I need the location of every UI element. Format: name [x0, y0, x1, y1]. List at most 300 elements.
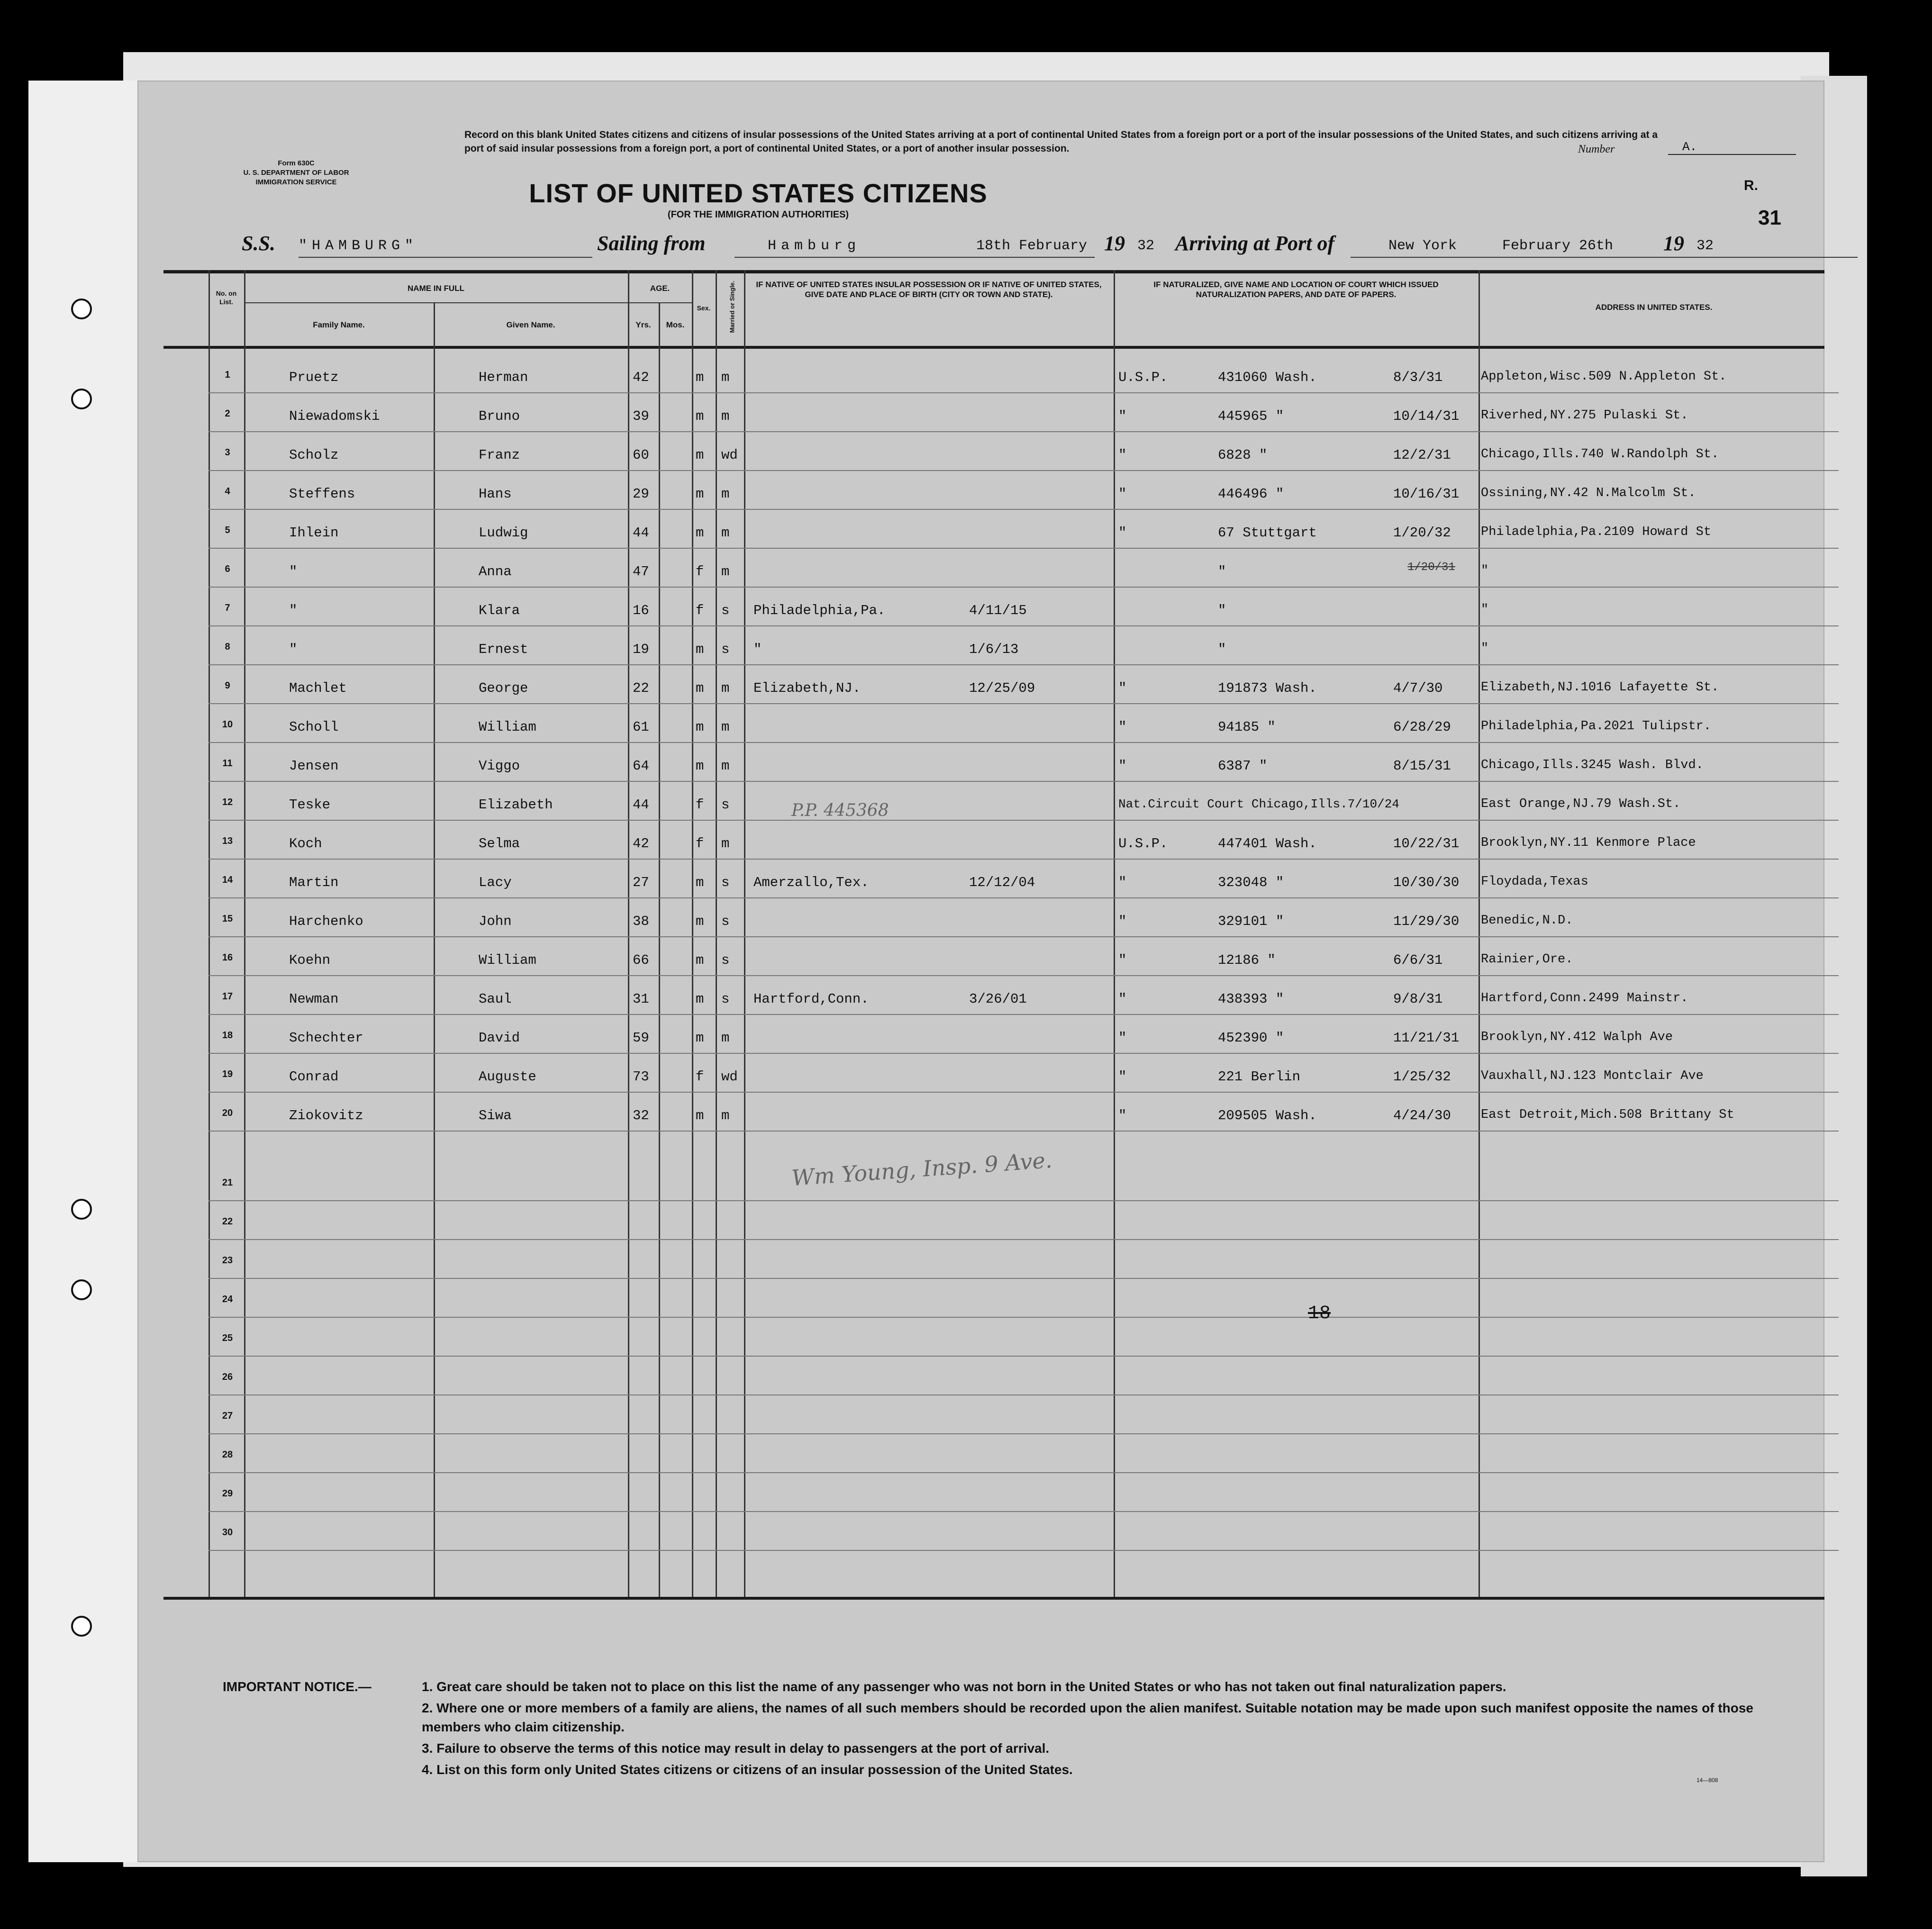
row-nat-date: 8/15/31	[1393, 758, 1451, 774]
row-given: Ernest	[479, 642, 528, 657]
punch-hole	[71, 1199, 92, 1220]
row-given: William	[479, 952, 536, 968]
row-marital: s	[721, 603, 730, 618]
header-bottom-rule	[163, 346, 1824, 349]
row-no: 15	[222, 914, 233, 924]
row-nat-date: 12/2/31	[1393, 447, 1451, 463]
row-rule	[209, 664, 1839, 665]
row-birth-date: 12/12/04	[969, 875, 1035, 890]
row-nat-no: 438393 "	[1218, 991, 1284, 1007]
back-sheet-left	[28, 81, 152, 1862]
row-rule	[209, 781, 1839, 782]
row-rule	[209, 1472, 1839, 1473]
page-title: LIST OF UNITED STATES CITIZENS	[529, 178, 988, 208]
row-given: Elizabeth	[479, 797, 553, 813]
row-nat-date: 1/25/32	[1393, 1069, 1451, 1085]
row-marital: s	[721, 914, 730, 929]
row-age: 22	[633, 680, 649, 696]
row-nat-no: "	[1218, 642, 1226, 657]
row-given: Selma	[479, 836, 520, 851]
row-nat-no: 446496 "	[1218, 486, 1284, 502]
row-rule	[209, 1433, 1839, 1434]
row-sex: m	[696, 680, 704, 696]
row-nat-no: 431060 Wash.	[1218, 370, 1317, 385]
hdr-married-single: Married or Single.	[728, 281, 736, 333]
row-marital: wd	[721, 1069, 738, 1085]
row-age: 19	[633, 642, 649, 657]
col-line	[1478, 270, 1480, 1597]
row-address: Ossining,NY.42 N.Malcolm St.	[1481, 486, 1696, 500]
row-nat-date: 9/8/31	[1393, 991, 1443, 1007]
row-no: 1	[225, 370, 230, 380]
row-address: Floydada,Texas	[1481, 875, 1588, 889]
row-family: Koehn	[289, 952, 331, 968]
row-family: Teske	[289, 797, 331, 813]
row-age: 44	[633, 797, 649, 813]
row-marital: m	[721, 1030, 730, 1046]
row-given: William	[479, 719, 536, 735]
service: IMMIGRATION SERVICE	[255, 178, 337, 186]
number-value: A.	[1668, 140, 1796, 155]
row-family: Martin	[289, 875, 339, 890]
row-sex: f	[696, 1069, 704, 1085]
hdr-given-name: Given Name.	[506, 320, 555, 329]
hdr-sex: Sex.	[697, 304, 711, 312]
ship-name: "HAMBURG"	[299, 238, 418, 254]
row-family: Machlet	[289, 680, 347, 696]
row-nat-no: 12186 "	[1218, 952, 1276, 968]
row-no: 26	[222, 1372, 233, 1382]
row-sex: m	[696, 952, 704, 968]
row-age: 31	[633, 991, 649, 1007]
row-age: 29	[633, 486, 649, 502]
row-marital: wd	[721, 447, 738, 463]
row-family: Niewadomski	[289, 408, 380, 424]
row-family: Newman	[289, 991, 339, 1007]
row-sex: m	[696, 370, 704, 385]
row-rule	[209, 1550, 1839, 1551]
row-given: Franz	[479, 447, 520, 463]
row-address: Rainier,Ore.	[1481, 952, 1573, 967]
row-nat-court: "	[1118, 719, 1127, 735]
row-age: 66	[633, 952, 649, 968]
row-no: 4	[225, 486, 230, 497]
row-nat-court: Nat.Circuit Court Chicago,Ills.7/10/24	[1118, 797, 1399, 811]
row-no: 6	[225, 564, 230, 574]
row-family: Ziokovitz	[289, 1108, 363, 1123]
row-rule	[209, 1053, 1839, 1054]
row-nat-date: 10/14/31	[1393, 408, 1460, 424]
row-nat-court: "	[1118, 758, 1127, 774]
row-marital: m	[721, 370, 730, 385]
row-marital: s	[721, 642, 730, 657]
row-address: Riverhed,NY.275 Pulaski St.	[1481, 408, 1688, 423]
row-given: Lacy	[479, 875, 512, 890]
row-rule	[209, 431, 1839, 432]
port-to: New York	[1388, 238, 1457, 254]
row-nat-date: 10/16/31	[1393, 486, 1460, 502]
notice-item-4: 4. List on this form only United States citizens or citizens of an insular possession of the United States.	[422, 1762, 1073, 1777]
row-address: Brooklyn,NY.412 Walph Ave	[1481, 1030, 1673, 1044]
row-age: 27	[633, 875, 649, 890]
row-rule	[209, 1317, 1839, 1318]
row-rule	[209, 859, 1839, 860]
year-prefix-to: 19	[1663, 232, 1684, 255]
row-family: Pruetz	[289, 370, 339, 385]
row-address: Chicago,Ills.740 W.Randolph St.	[1481, 447, 1719, 462]
row-nat-date: 6/28/29	[1393, 719, 1451, 735]
row-sex: m	[696, 758, 704, 774]
row-birth-date: 3/26/01	[969, 991, 1027, 1007]
row-no: 13	[222, 836, 233, 846]
footer-code: 14—808	[1696, 1777, 1718, 1784]
row-rule	[209, 1239, 1839, 1240]
col-line	[659, 303, 660, 1597]
row-given: Ludwig	[479, 525, 528, 541]
row-rule	[209, 470, 1839, 471]
row-family: "	[289, 603, 298, 618]
row-nat-date: 1/20/32	[1393, 525, 1451, 541]
row-rule	[209, 897, 1839, 898]
row-no: 23	[222, 1255, 233, 1266]
hdr-age: AGE.	[650, 284, 670, 293]
date-to: February 26th	[1502, 238, 1614, 254]
row-rule	[209, 1511, 1839, 1512]
port-from: Hamburg	[768, 238, 861, 254]
row-marital: m	[721, 719, 730, 735]
row-address: "	[1481, 642, 1489, 656]
arriving-label: Arriving at Port of	[1175, 232, 1335, 255]
hdr-yrs: Yrs.	[635, 320, 651, 329]
row-age: 60	[633, 447, 649, 463]
row-rule	[209, 1356, 1839, 1357]
row-age: 61	[633, 719, 649, 735]
hdr-mos: Mos.	[666, 320, 685, 329]
department: U. S. DEPARTMENT OF LABOR	[243, 169, 349, 177]
row-birth-place: Hartford,Conn.	[753, 991, 869, 1007]
notice-item-3: 3. Failure to observe the terms of this notice may result in delay to passengers at the port of arrival.	[422, 1741, 1050, 1756]
row-nat-no: 67 Stuttgart	[1218, 525, 1317, 541]
row-family: Ihlein	[289, 525, 339, 541]
row-no: 21	[222, 1177, 233, 1188]
row-rule	[209, 587, 1839, 588]
struck-date: 1/20/31	[1407, 561, 1455, 574]
row-given: George	[479, 680, 528, 696]
row-rule	[209, 392, 1839, 393]
row-family: "	[289, 642, 298, 657]
row-nat-court: "	[1118, 1030, 1127, 1046]
row-rule	[209, 742, 1839, 743]
year-from: 32	[1137, 238, 1155, 254]
row-address: Chicago,Ills.3245 Wash. Blvd.	[1481, 758, 1704, 772]
row-nat-no: 94185 "	[1218, 719, 1276, 735]
row-nat-court: "	[1118, 447, 1127, 463]
page-subtitle: (FOR THE IMMIGRATION AUTHORITIES)	[667, 209, 849, 220]
row-marital: s	[721, 991, 730, 1007]
row-rule	[209, 1278, 1839, 1279]
row-age: 44	[633, 525, 649, 541]
row-no: 24	[222, 1294, 233, 1304]
hdr-no-on-list: No. on List.	[216, 290, 237, 306]
row-marital: m	[721, 1108, 730, 1123]
notice-item-1: 1. Great care should be taken not to place on this list the name of any passenger who was not born in the United States or who has not taken out final naturalization papers.	[422, 1679, 1506, 1694]
row-nat-no: 209505 Wash.	[1218, 1108, 1317, 1123]
row-family: Harchenko	[289, 914, 363, 929]
row-nat-no: "	[1218, 564, 1226, 580]
row-age: 39	[633, 408, 649, 424]
row-age: 38	[633, 914, 649, 929]
row-nat-court: "	[1118, 914, 1127, 929]
row-marital: m	[721, 836, 730, 851]
row-nat-court: U.S.P.	[1118, 836, 1168, 851]
row-family: Scholz	[289, 447, 339, 463]
row-rule	[209, 975, 1839, 976]
row-address: East Detroit,Mich.508 Brittany St	[1481, 1108, 1734, 1122]
punch-hole	[71, 389, 92, 409]
row-given: Hans	[479, 486, 512, 502]
row-given: Anna	[479, 564, 512, 580]
row-rule	[209, 936, 1839, 937]
row-address: Appleton,Wisc.509 N.Appleton St.	[1481, 370, 1727, 384]
row-no: 7	[225, 603, 230, 613]
manifest-sheet	[137, 81, 1824, 1862]
col-line	[1114, 270, 1115, 1597]
row-marital: s	[721, 797, 730, 813]
col-line	[209, 270, 210, 1597]
row-family: Steffens	[289, 486, 355, 502]
inspector-signature: Wm Young, Insp. 9 Ave.	[790, 1147, 1053, 1191]
row-nat-date: 10/22/31	[1393, 836, 1460, 851]
row-address: Hartford,Conn.2499 Mainstr.	[1481, 991, 1688, 1005]
notice-item-2: 2. Where one or more members of a family are aliens, the names of all such members should be recorded upon the alien manifest. Suitable notation may be made upon such manifest opposite the names of those members who claim citizenship.	[422, 1701, 1753, 1734]
row-family: "	[289, 564, 298, 580]
row-no: 17	[222, 991, 233, 1002]
punch-hole	[71, 1616, 92, 1637]
col-line	[244, 270, 245, 1597]
row-sex: m	[696, 447, 704, 463]
row-nat-court: "	[1118, 486, 1127, 502]
row-address: "	[1481, 603, 1489, 617]
row-birth-place: Elizabeth,NJ.	[753, 680, 861, 696]
row-nat-date: 4/24/30	[1393, 1108, 1451, 1123]
row-no: 12	[222, 797, 233, 807]
form-number: Form 630C	[278, 159, 315, 167]
row-birth-date: 12/25/09	[969, 680, 1035, 696]
row-sex: m	[696, 1108, 704, 1123]
row-no: 3	[225, 447, 230, 458]
col-line	[628, 270, 629, 1597]
row-rule	[209, 1200, 1839, 1201]
row-family: Schechter	[289, 1030, 363, 1046]
row-no: 5	[225, 525, 230, 535]
row-nat-court: "	[1118, 680, 1127, 696]
row-nat-date: 4/7/30	[1393, 680, 1443, 696]
row-family: Conrad	[289, 1069, 339, 1085]
row-family: Jensen	[289, 758, 339, 774]
row-no: 10	[222, 719, 233, 730]
row-birth-date: 1/6/13	[969, 642, 1019, 657]
row-given: Saul	[479, 991, 512, 1007]
row-given: Viggo	[479, 758, 520, 774]
row-nat-date: 11/21/31	[1393, 1030, 1460, 1046]
row-nat-no: 191873 Wash.	[1218, 680, 1317, 696]
row-no: 27	[222, 1411, 233, 1421]
notice-label: IMPORTANT NOTICE.—	[223, 1679, 372, 1694]
sailing-label: Sailing from	[597, 232, 706, 255]
row-no: 2	[225, 408, 230, 419]
row-nat-court: "	[1118, 525, 1127, 541]
row-rule	[209, 703, 1839, 704]
row-nat-no: 6828 "	[1218, 447, 1268, 463]
hdr-name-in-full: NAME IN FULL	[408, 284, 464, 293]
row-age: 47	[633, 564, 649, 580]
row-address: Benedic,N.D.	[1481, 914, 1573, 928]
row-no: 29	[222, 1488, 233, 1499]
row-nat-no: "	[1218, 603, 1226, 618]
col-line	[744, 270, 745, 1597]
row-no: 25	[222, 1333, 233, 1343]
row-nat-no: 6387 "	[1218, 758, 1268, 774]
row-nat-court: "	[1118, 875, 1127, 890]
hdr-family-name: Family Name.	[313, 320, 365, 329]
row-no: 30	[222, 1527, 233, 1538]
row-rule	[209, 820, 1839, 821]
number-label: Number	[1578, 143, 1615, 155]
row-age: 64	[633, 758, 649, 774]
row-rule	[209, 1014, 1839, 1015]
row-sex: f	[696, 603, 704, 618]
row-given: David	[479, 1030, 520, 1046]
row-age: 16	[633, 603, 649, 618]
row-sex: m	[696, 408, 704, 424]
row-no: 19	[222, 1069, 233, 1079]
row-rule	[209, 1092, 1839, 1093]
row-address: Philadelphia,Pa.2109 Howard St	[1481, 525, 1712, 539]
punch-hole	[71, 1279, 92, 1300]
row-nat-court: "	[1118, 991, 1127, 1007]
row-no: 18	[222, 1030, 233, 1041]
row-given: Auguste	[479, 1069, 536, 1085]
row-no: 11	[222, 758, 233, 769]
col-line	[434, 303, 435, 1597]
row-address: East Orange,NJ.79 Wash.St.	[1481, 797, 1681, 811]
row-marital: m	[721, 408, 730, 424]
row-address: Brooklyn,NY.11 Kenmore Place	[1481, 836, 1696, 850]
page-number: 31	[1758, 206, 1781, 229]
row-nat-no: 323048 "	[1218, 875, 1284, 890]
row-marital: m	[721, 564, 730, 580]
row-no: 8	[225, 642, 230, 652]
row-no: 14	[222, 875, 233, 885]
instructions-text: Record on this blank United States citizens and citizens of insular possessions of the United States arriving at a port of continental United States from a foreign port or a port of the insular possessions of the United States, and such citizens arriving at a port of said insular possessions from a foreign port, a port of continental United States, or a port of another insular possession.	[464, 129, 1658, 154]
row-nat-date: 11/29/30	[1393, 914, 1460, 929]
stamp-number: 18	[1308, 1303, 1331, 1324]
row-marital: s	[721, 875, 730, 890]
row-sex: m	[696, 486, 704, 502]
hdr-address: ADDRESS IN UNITED STATES.	[1595, 303, 1713, 312]
row-birth-place: Amerzallo,Tex.	[753, 875, 869, 890]
row-marital: s	[721, 952, 730, 968]
row-given: Bruno	[479, 408, 520, 424]
row-nat-court: "	[1118, 952, 1127, 968]
row-marital: m	[721, 680, 730, 696]
row-sex: m	[696, 525, 704, 541]
row-address: Elizabeth,NJ.1016 Lafayette St.	[1481, 680, 1719, 695]
row-nat-date: 6/6/31	[1393, 952, 1443, 968]
row-no: 20	[222, 1108, 233, 1118]
col-line	[716, 270, 717, 1597]
handwritten-pp-number: P.P. 445368	[791, 801, 889, 820]
row-birth-place: "	[753, 642, 762, 657]
row-rule	[209, 1131, 1839, 1132]
row-rule	[209, 509, 1839, 510]
year-prefix-from: 19	[1104, 232, 1125, 255]
row-nat-court: "	[1118, 1108, 1127, 1123]
row-sex: m	[696, 719, 704, 735]
row-sex: m	[696, 914, 704, 929]
row-nat-court: "	[1118, 1069, 1127, 1085]
row-no: 22	[222, 1216, 233, 1227]
row-sex: m	[696, 642, 704, 657]
row-address: "	[1481, 564, 1489, 578]
row-nat-no: 447401 Wash.	[1218, 836, 1317, 851]
row-address: Vauxhall,NJ.123 Montclair Ave	[1481, 1069, 1704, 1083]
row-given: Klara	[479, 603, 520, 618]
row-no: 28	[222, 1449, 233, 1460]
year-to: 32	[1696, 238, 1714, 254]
row-marital: m	[721, 486, 730, 502]
hdr-naturalized: IF NATURALIZED, GIVE NAME AND LOCATION OF COURT WHICH ISSUED NATURALIZATION PAPERS, AND DATE OF PAPERS.	[1153, 280, 1439, 299]
row-nat-court: U.S.P.	[1118, 370, 1168, 385]
col-line	[692, 270, 693, 1597]
row-no: 9	[225, 680, 230, 691]
row-age: 42	[633, 836, 649, 851]
r-mark: R.	[1744, 178, 1758, 193]
row-sex: f	[696, 797, 704, 813]
hdr-rule	[244, 302, 628, 303]
row-age: 73	[633, 1069, 649, 1085]
row-rule	[209, 548, 1839, 549]
hdr-birth: IF NATIVE OF UNITED STATES INSULAR POSSESSION OR IF NATIVE OF UNITED STATES, GIVE DATE AND PLACE OF BIRTH (CITY OR TOWN AND STATE).	[756, 280, 1102, 299]
table-bottom-rule	[163, 1597, 1824, 1600]
row-family: Koch	[289, 836, 322, 851]
row-nat-no: 329101 "	[1218, 914, 1284, 929]
date-from: 18th February	[976, 238, 1088, 254]
row-sex: f	[696, 564, 704, 580]
ss-label: S.S.	[242, 232, 275, 255]
table-top-rule	[163, 270, 1824, 273]
row-sex: m	[696, 1030, 704, 1046]
row-given: Siwa	[479, 1108, 512, 1123]
row-sex: m	[696, 991, 704, 1007]
row-given: Herman	[479, 370, 528, 385]
row-nat-court: "	[1118, 408, 1127, 424]
row-marital: m	[721, 525, 730, 541]
row-sex: f	[696, 836, 704, 851]
row-sex: m	[696, 875, 704, 890]
row-birth-date: 4/11/15	[969, 603, 1027, 618]
row-age: 42	[633, 370, 649, 385]
row-nat-no: 221 Berlin	[1218, 1069, 1301, 1085]
row-age: 32	[633, 1108, 649, 1123]
row-nat-no: 452390 "	[1218, 1030, 1284, 1046]
row-nat-no: 445965 "	[1218, 408, 1284, 424]
row-family: Scholl	[289, 719, 339, 735]
row-no: 16	[222, 952, 233, 963]
row-marital: m	[721, 758, 730, 774]
hdr-rule	[628, 302, 692, 303]
row-nat-date: 10/30/30	[1393, 875, 1460, 890]
